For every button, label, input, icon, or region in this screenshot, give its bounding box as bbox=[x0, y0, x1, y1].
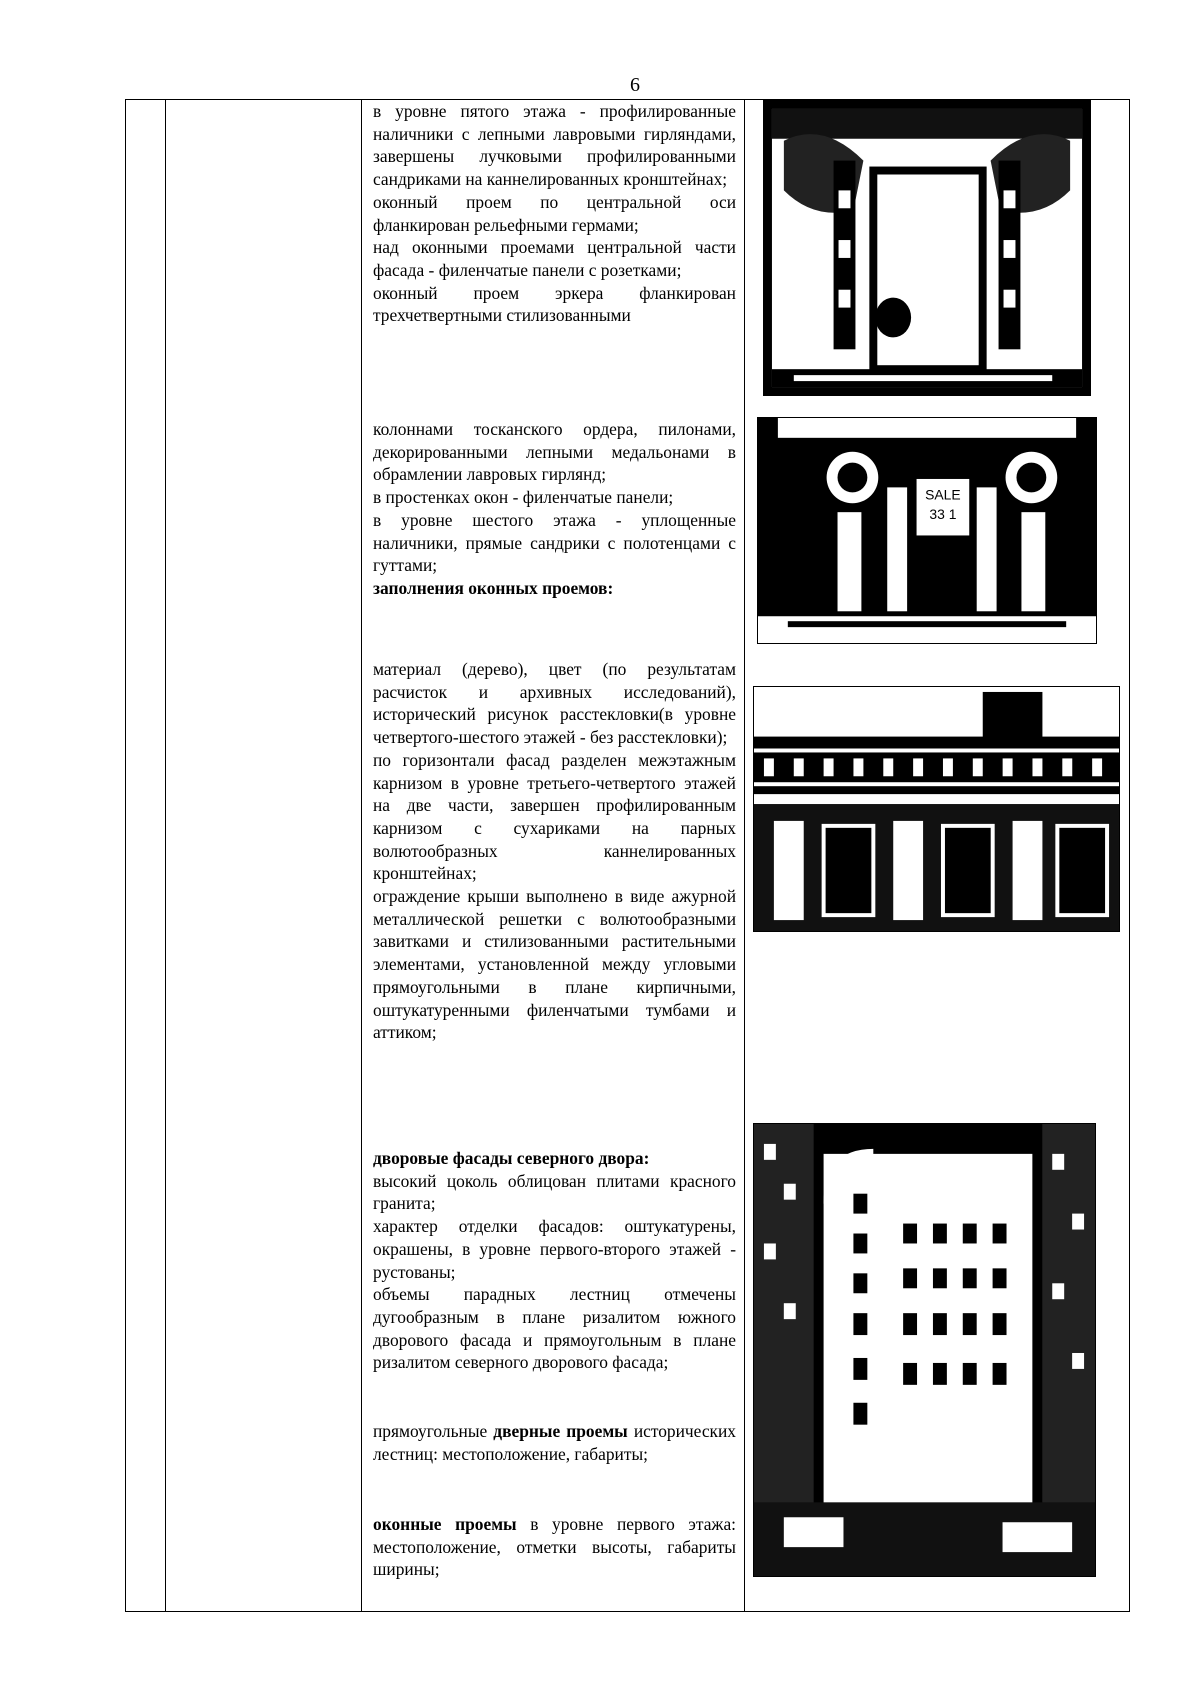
paragraph: в уровне шестого этажа - уплощенные наличники, прямые сандрики с полотенцами с гуттами; bbox=[373, 509, 736, 576]
paragraph: в уровне пятого этажа - профилированные наличники с лепными лавровыми гирляндами, завершены лучковыми профилированными сандриками на каннелированных кронштейнах; bbox=[373, 101, 736, 190]
window-heading: оконные проемы bbox=[373, 1514, 517, 1534]
paragraph: характер отделки фасадов: оштукатурены, окрашены, в уровне первого-второго этажей - рустованы; bbox=[373, 1216, 736, 1282]
door-text-start: прямоугольные bbox=[373, 1421, 488, 1441]
column-divider-2 bbox=[361, 99, 362, 1612]
paragraph: высокий цоколь облицован плитами красного гранита; bbox=[373, 1170, 736, 1214]
section-heading: дворовые фасады северного двора: bbox=[373, 1148, 650, 1168]
sale-sign-line1: SALE bbox=[925, 486, 961, 503]
door-heading: дверные проемы bbox=[493, 1421, 628, 1441]
paragraph: оконный проем по центральной оси фланкирован рельефными гермами; bbox=[373, 191, 736, 235]
photo-columns-medallions bbox=[757, 417, 1097, 644]
photo-cornice-railing bbox=[753, 686, 1120, 932]
window-text-end: в уровне первого этажа: местоположение, отметки высоты, габариты ширины; bbox=[373, 1514, 736, 1580]
paragraph: колоннами тосканского ордера, пилонами, декорированными лепными медальонами в обрамлении лавровых гирлянд; bbox=[373, 419, 736, 485]
sale-sign-line2: 33 1 bbox=[929, 506, 957, 523]
door-text-end: исторических лестниц: местоположение, габариты; bbox=[373, 1421, 736, 1464]
paragraph: объемы парадных лестниц отмечены дугообразным в плане ризалитом южного дворового фасада и прямоугольным в плане ризалитом северного дворового фасада; bbox=[373, 1284, 736, 1373]
paragraph: по горизонтали фасад разделен межэтажным карнизом в уровне третьего-четвертого этажей на две части, завершен профилированным карнизом с сухариками на парных волютообразных каннелированных кронштейнах; bbox=[373, 749, 736, 884]
paragraph: оконный проем эркера фланкирован трехчетвертными стилизованными bbox=[373, 282, 736, 326]
description-block-6 bbox=[373, 1513, 736, 1581]
column-divider-1 bbox=[165, 99, 166, 1612]
paragraph bbox=[373, 1420, 736, 1465]
description-block-4 bbox=[373, 1147, 736, 1374]
column-divider-3 bbox=[744, 99, 745, 1612]
paragraph: ограждение крыши выполнено в виде ажурной металлической решетки с волютообразными завитками и стилизованными растительными элементами, установленной между угловыми прямоугольными в плане кирпичными, оштукатуренными филенчатыми тумбами и аттиком; bbox=[373, 886, 736, 1043]
description-block-3 bbox=[373, 658, 736, 1044]
paragraph: над оконными проемами центральной части фасада - филенчатые панели с розетками; bbox=[373, 237, 736, 280]
page-number: 6 bbox=[630, 74, 640, 96]
description-block-1 bbox=[373, 100, 736, 327]
paragraph: в простенках окон - филенчатые панели; bbox=[373, 487, 674, 508]
paragraph: материал (дерево), цвет (по результатам расчисток и архивных исследований), исторический рисунок расстекловки(в уровне четвертого-шестого этажей - без расстекловки); bbox=[373, 659, 736, 748]
photo-window-herms bbox=[763, 100, 1091, 396]
section-heading: заполнения оконных проемов: bbox=[373, 577, 614, 598]
photo-courtyard-facade bbox=[753, 1123, 1096, 1577]
paragraph bbox=[373, 1513, 736, 1581]
description-block-5 bbox=[373, 1420, 736, 1465]
description-block-2 bbox=[373, 418, 736, 600]
